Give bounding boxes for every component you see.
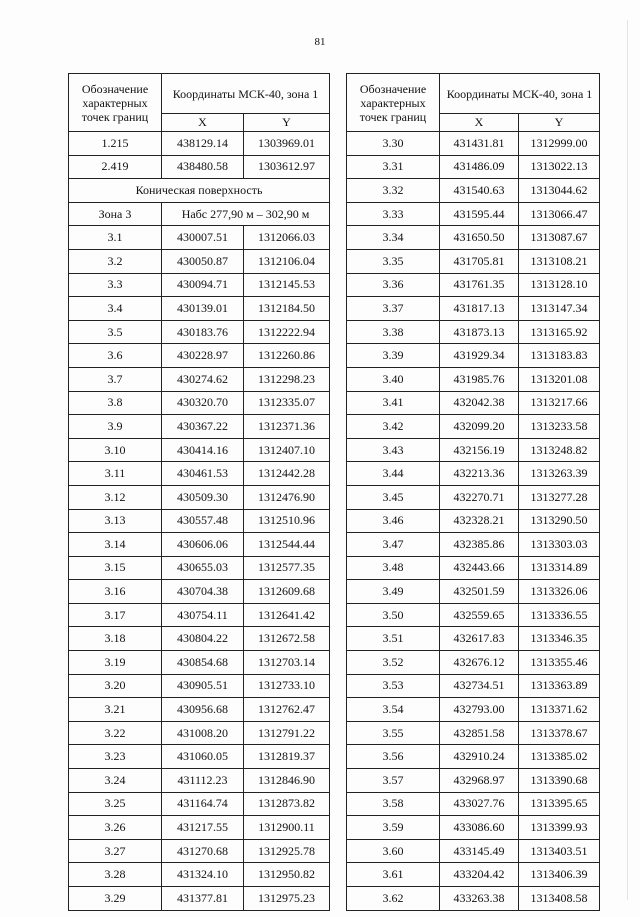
coordinates-system-header: Координаты МСК-40, зона 1 [440, 74, 600, 114]
x-coordinate-cell: 430007.51 [162, 226, 244, 250]
table-row [69, 816, 330, 840]
x-coordinate-cell: 430228.97 [162, 344, 244, 368]
x-coordinate-cell: 431324.10 [162, 863, 244, 887]
table-row [347, 839, 600, 863]
point-id-cell: 3.21 [69, 698, 162, 722]
x-coordinate-cell: 432385.86 [440, 533, 519, 557]
x-coordinate-cell: 430754.11 [162, 603, 244, 627]
section-title: Коническая поверхность [69, 179, 330, 203]
x-coordinate-cell: 431112.23 [162, 769, 244, 793]
table-row [347, 179, 600, 203]
y-coordinate-cell: 1313128.10 [519, 273, 600, 297]
point-id-cell: 3.19 [69, 651, 162, 675]
x-coordinate-cell: 431929.34 [440, 344, 519, 368]
point-id-cell: 3.10 [69, 438, 162, 462]
point-id-cell: 3.51 [347, 627, 440, 651]
y-coordinate-cell: 1313326.06 [519, 580, 600, 604]
x-coordinate-cell: 432734.51 [440, 674, 519, 698]
coordinates-table-right [346, 73, 600, 911]
point-id-cell: 3.5 [69, 320, 162, 344]
y-coordinate-cell: 1312641.42 [244, 603, 330, 627]
x-coordinate-cell: 433263.38 [440, 887, 519, 911]
x-coordinate-cell: 430461.53 [162, 462, 244, 486]
x-coordinate-cell: 432793.00 [440, 698, 519, 722]
x-coordinate-cell: 431217.55 [162, 816, 244, 840]
table-row [347, 556, 600, 580]
point-id-cell: 3.40 [347, 367, 440, 391]
left-table-body [69, 74, 330, 911]
point-id-cell: 3.23 [69, 745, 162, 769]
table-row [69, 556, 330, 580]
x-coordinate-cell: 430183.76 [162, 320, 244, 344]
table-row [347, 438, 600, 462]
section-title-row [69, 179, 330, 203]
y-coordinate-cell: 1313378.67 [519, 721, 600, 745]
y-coordinate-cell: 1312476.90 [244, 485, 330, 509]
point-id-cell: 3.30 [347, 132, 440, 156]
x-coordinate-cell: 432156.19 [440, 438, 519, 462]
y-coordinate-cell: 1312442.28 [244, 462, 330, 486]
x-coordinate-cell: 431650.50 [440, 226, 519, 250]
point-id-cell: 3.52 [347, 651, 440, 675]
x-coordinate-cell: 430050.87 [162, 249, 244, 273]
point-id-cell: 3.15 [69, 556, 162, 580]
point-id-cell: 1.215 [69, 132, 162, 156]
scan-edge-line [627, 20, 628, 900]
table-row [69, 863, 330, 887]
y-coordinate-cell: 1313399.93 [519, 816, 600, 840]
x-coordinate-cell: 431817.13 [440, 297, 519, 321]
point-id-cell: 3.37 [347, 297, 440, 321]
y-coordinate-cell: 1313263.39 [519, 462, 600, 486]
y-coordinate-cell: 1313406.39 [519, 863, 600, 887]
y-coordinate-cell: 1313363.89 [519, 674, 600, 698]
point-id-cell: 3.43 [347, 438, 440, 462]
x-coordinate-cell: 431008.20 [162, 721, 244, 745]
table-row [69, 792, 330, 816]
x-coordinate-cell: 430139.01 [162, 297, 244, 321]
y-coordinate-cell: 1312184.50 [244, 297, 330, 321]
page-number: 81 [314, 36, 326, 48]
x-coordinate-cell: 430704.38 [162, 580, 244, 604]
y-coordinate-cell: 1312846.90 [244, 769, 330, 793]
y-coordinate-cell: 1312335.07 [244, 391, 330, 415]
x-coordinate-cell: 431761.35 [440, 273, 519, 297]
table-row [347, 863, 600, 887]
x-coordinate-cell: 431270.68 [162, 839, 244, 863]
y-coordinate-cell: 1313403.51 [519, 839, 600, 863]
y-coordinate-cell: 1313346.35 [519, 627, 600, 651]
table-row [347, 627, 600, 651]
header-row [69, 74, 330, 114]
table-row [347, 132, 600, 156]
y-coordinate-cell: 1313248.82 [519, 438, 600, 462]
point-id-cell: 3.11 [69, 462, 162, 486]
y-coordinate-cell: 1313390.68 [519, 769, 600, 793]
table-row [347, 651, 600, 675]
x-coordinate-cell: 430414.16 [162, 438, 244, 462]
x-coordinate-cell: 430367.22 [162, 415, 244, 439]
table-row [69, 721, 330, 745]
y-coordinate-cell: 1313385.02 [519, 745, 600, 769]
point-id-cell: 3.47 [347, 533, 440, 557]
x-coordinate-cell: 432559.65 [440, 603, 519, 627]
point-id-cell: 3.25 [69, 792, 162, 816]
table-row [347, 462, 600, 486]
table-row [347, 391, 600, 415]
y-header: Y [244, 114, 330, 132]
table-row [347, 745, 600, 769]
x-coordinate-cell: 432501.59 [440, 580, 519, 604]
x-coordinate-cell: 430320.70 [162, 391, 244, 415]
table-row [347, 674, 600, 698]
table-row [69, 273, 330, 297]
y-coordinate-cell: 1313371.62 [519, 698, 600, 722]
table-row [69, 297, 330, 321]
y-coordinate-cell: 1312298.23 [244, 367, 330, 391]
point-id-cell: 3.1 [69, 226, 162, 250]
x-coordinate-cell: 432968.97 [440, 769, 519, 793]
table-row [347, 698, 600, 722]
point-id-cell: 3.59 [347, 816, 440, 840]
x-coordinate-cell: 432099.20 [440, 415, 519, 439]
y-coordinate-cell: 1313217.66 [519, 391, 600, 415]
point-id-cell: 3.16 [69, 580, 162, 604]
y-coordinate-cell: 1313165.92 [519, 320, 600, 344]
y-coordinate-cell: 1312873.82 [244, 792, 330, 816]
x-coordinate-cell: 438129.14 [162, 132, 244, 156]
y-coordinate-cell: 1313314.89 [519, 556, 600, 580]
table-row [347, 273, 600, 297]
point-id-cell: 3.60 [347, 839, 440, 863]
point-id-cell: 3.3 [69, 273, 162, 297]
table-row [69, 745, 330, 769]
y-coordinate-cell: 1312703.14 [244, 651, 330, 675]
table-row [347, 249, 600, 273]
point-designation-header: Обозначение характерных точек границ [69, 74, 162, 132]
x-coordinate-cell: 432910.24 [440, 745, 519, 769]
y-coordinate-cell: 1312999.00 [519, 132, 600, 156]
y-coordinate-cell: 1313201.08 [519, 367, 600, 391]
point-id-cell: 3.9 [69, 415, 162, 439]
x-coordinate-cell: 431873.13 [440, 320, 519, 344]
table-row [69, 887, 330, 911]
table-row [69, 627, 330, 651]
point-id-cell: 3.44 [347, 462, 440, 486]
point-id-cell: 3.12 [69, 485, 162, 509]
table-row [69, 462, 330, 486]
table-row [347, 887, 600, 911]
y-coordinate-cell: 1312510.96 [244, 509, 330, 533]
y-coordinate-cell: 1312609.68 [244, 580, 330, 604]
y-coordinate-cell: 1312145.53 [244, 273, 330, 297]
y-coordinate-cell: 1313022.13 [519, 155, 600, 179]
table-row [69, 226, 330, 250]
point-id-cell: 3.28 [69, 863, 162, 887]
zone-label: Зона 3 [69, 202, 162, 226]
x-coordinate-cell: 433204.42 [440, 863, 519, 887]
y-coordinate-cell: 1312950.82 [244, 863, 330, 887]
table-row [69, 698, 330, 722]
table-row [69, 769, 330, 793]
y-coordinate-cell: 1312975.23 [244, 887, 330, 911]
table-row [347, 533, 600, 557]
point-id-cell: 3.46 [347, 509, 440, 533]
x-coordinate-cell: 438480.58 [162, 155, 244, 179]
point-id-cell: 3.18 [69, 627, 162, 651]
x-coordinate-cell: 433027.76 [440, 792, 519, 816]
y-coordinate-cell: 1312819.37 [244, 745, 330, 769]
point-id-cell: 3.38 [347, 320, 440, 344]
y-coordinate-cell: 1312407.10 [244, 438, 330, 462]
table-row [347, 509, 600, 533]
table-row [69, 603, 330, 627]
table-row [69, 485, 330, 509]
point-id-cell: 3.14 [69, 533, 162, 557]
x-coordinate-cell: 431060.05 [162, 745, 244, 769]
point-id-cell: 3.22 [69, 721, 162, 745]
x-coordinate-cell: 432328.21 [440, 509, 519, 533]
y-coordinate-cell: 1312222.94 [244, 320, 330, 344]
table-row [69, 344, 330, 368]
point-id-cell: 3.8 [69, 391, 162, 415]
y-coordinate-cell: 1313303.03 [519, 533, 600, 557]
table-row [347, 792, 600, 816]
y-coordinate-cell: 1313408.58 [519, 887, 600, 911]
table-row [347, 297, 600, 321]
x-coordinate-cell: 430804.22 [162, 627, 244, 651]
table-row [347, 320, 600, 344]
table-row [347, 226, 600, 250]
table-row [69, 438, 330, 462]
table-row [347, 202, 600, 226]
point-id-cell: 3.61 [347, 863, 440, 887]
table-row [347, 415, 600, 439]
y-coordinate-cell: 1312925.78 [244, 839, 330, 863]
zone-row [69, 202, 330, 226]
table-row [69, 155, 330, 179]
x-coordinate-cell: 432443.66 [440, 556, 519, 580]
point-id-cell: 3.31 [347, 155, 440, 179]
y-coordinate-cell: 1313395.65 [519, 792, 600, 816]
point-id-cell: 3.27 [69, 839, 162, 863]
x-coordinate-cell: 432042.38 [440, 391, 519, 415]
x-coordinate-cell: 432213.36 [440, 462, 519, 486]
x-coordinate-cell: 431595.44 [440, 202, 519, 226]
x-coordinate-cell: 433145.49 [440, 839, 519, 863]
zone-absolute-height: Набс 277,90 м – 302,90 м [162, 202, 330, 226]
y-coordinate-cell: 1313044.62 [519, 179, 600, 203]
y-coordinate-cell: 1312762.47 [244, 698, 330, 722]
y-coordinate-cell: 1312577.35 [244, 556, 330, 580]
x-coordinate-cell: 432270.71 [440, 485, 519, 509]
table-row [347, 603, 600, 627]
point-id-cell: 2.419 [69, 155, 162, 179]
point-id-cell: 3.49 [347, 580, 440, 604]
x-coordinate-cell: 430956.68 [162, 698, 244, 722]
point-id-cell: 3.2 [69, 249, 162, 273]
x-coordinate-cell: 431540.63 [440, 179, 519, 203]
y-coordinate-cell: 1312066.03 [244, 226, 330, 250]
y-coordinate-cell: 1312791.22 [244, 721, 330, 745]
point-id-cell: 3.34 [347, 226, 440, 250]
table-row [69, 132, 330, 156]
x-coordinate-cell: 430655.03 [162, 556, 244, 580]
point-id-cell: 3.54 [347, 698, 440, 722]
y-coordinate-cell: 1313108.21 [519, 249, 600, 273]
point-id-cell: 3.17 [69, 603, 162, 627]
y-coordinate-cell: 1313277.28 [519, 485, 600, 509]
table-row [347, 155, 600, 179]
header-row [347, 74, 600, 114]
table-row [69, 320, 330, 344]
y-coordinate-cell: 1313290.50 [519, 509, 600, 533]
point-id-cell: 3.58 [347, 792, 440, 816]
table-row [69, 674, 330, 698]
table-row [347, 721, 600, 745]
point-id-cell: 3.24 [69, 769, 162, 793]
point-id-cell: 3.48 [347, 556, 440, 580]
table-row [69, 415, 330, 439]
point-id-cell: 3.41 [347, 391, 440, 415]
x-coordinate-cell: 430905.51 [162, 674, 244, 698]
y-header: Y [519, 114, 600, 132]
table-row [347, 367, 600, 391]
point-id-cell: 3.6 [69, 344, 162, 368]
point-designation-header: Обозначение характерных точек границ [347, 74, 440, 132]
coordinates-system-header: Координаты МСК-40, зона 1 [162, 74, 330, 114]
x-header: X [440, 114, 519, 132]
x-coordinate-cell: 431705.81 [440, 249, 519, 273]
point-id-cell: 3.57 [347, 769, 440, 793]
table-row [69, 839, 330, 863]
y-coordinate-cell: 1313355.46 [519, 651, 600, 675]
y-coordinate-cell: 1313087.67 [519, 226, 600, 250]
point-id-cell: 3.42 [347, 415, 440, 439]
point-id-cell: 3.29 [69, 887, 162, 911]
point-id-cell: 3.39 [347, 344, 440, 368]
table-row [69, 533, 330, 557]
table-row [347, 769, 600, 793]
point-id-cell: 3.45 [347, 485, 440, 509]
table-row [347, 485, 600, 509]
y-coordinate-cell: 1313233.58 [519, 415, 600, 439]
x-coordinate-cell: 430606.06 [162, 533, 244, 557]
x-coordinate-cell: 432676.12 [440, 651, 519, 675]
x-coordinate-cell: 430094.71 [162, 273, 244, 297]
y-coordinate-cell: 1313147.34 [519, 297, 600, 321]
right-table-body [347, 74, 600, 911]
x-coordinate-cell: 431164.74 [162, 792, 244, 816]
point-id-cell: 3.35 [347, 249, 440, 273]
point-id-cell: 3.50 [347, 603, 440, 627]
point-id-cell: 3.33 [347, 202, 440, 226]
table-row [69, 651, 330, 675]
point-id-cell: 3.20 [69, 674, 162, 698]
table-row [69, 367, 330, 391]
x-coordinate-cell: 431486.09 [440, 155, 519, 179]
x-coordinate-cell: 431377.81 [162, 887, 244, 911]
y-coordinate-cell: 1312900.11 [244, 816, 330, 840]
y-coordinate-cell: 1312371.36 [244, 415, 330, 439]
table-row [347, 580, 600, 604]
y-coordinate-cell: 1312544.44 [244, 533, 330, 557]
point-id-cell: 3.7 [69, 367, 162, 391]
coordinates-table-left [68, 73, 330, 911]
x-coordinate-cell: 430557.48 [162, 509, 244, 533]
y-coordinate-cell: 1312733.10 [244, 674, 330, 698]
y-coordinate-cell: 1312672.58 [244, 627, 330, 651]
table-row [69, 391, 330, 415]
x-coordinate-cell: 431985.76 [440, 367, 519, 391]
x-header: X [162, 114, 244, 132]
point-id-cell: 3.4 [69, 297, 162, 321]
point-id-cell: 3.26 [69, 816, 162, 840]
x-coordinate-cell: 430854.68 [162, 651, 244, 675]
y-coordinate-cell: 1303612.97 [244, 155, 330, 179]
y-coordinate-cell: 1303969.01 [244, 132, 330, 156]
x-coordinate-cell: 431431.81 [440, 132, 519, 156]
point-id-cell: 3.56 [347, 745, 440, 769]
point-id-cell: 3.55 [347, 721, 440, 745]
point-id-cell: 3.53 [347, 674, 440, 698]
point-id-cell: 3.13 [69, 509, 162, 533]
y-coordinate-cell: 1312106.04 [244, 249, 330, 273]
point-id-cell: 3.36 [347, 273, 440, 297]
x-coordinate-cell: 433086.60 [440, 816, 519, 840]
y-coordinate-cell: 1313183.83 [519, 344, 600, 368]
x-coordinate-cell: 430274.62 [162, 367, 244, 391]
x-coordinate-cell: 432617.83 [440, 627, 519, 651]
point-id-cell: 3.62 [347, 887, 440, 911]
y-coordinate-cell: 1313336.55 [519, 603, 600, 627]
x-coordinate-cell: 432851.58 [440, 721, 519, 745]
y-coordinate-cell: 1313066.47 [519, 202, 600, 226]
table-row [69, 509, 330, 533]
point-id-cell: 3.32 [347, 179, 440, 203]
table-row [347, 816, 600, 840]
x-coordinate-cell: 430509.30 [162, 485, 244, 509]
y-coordinate-cell: 1312260.86 [244, 344, 330, 368]
table-row [69, 249, 330, 273]
table-row [347, 344, 600, 368]
table-row [69, 580, 330, 604]
